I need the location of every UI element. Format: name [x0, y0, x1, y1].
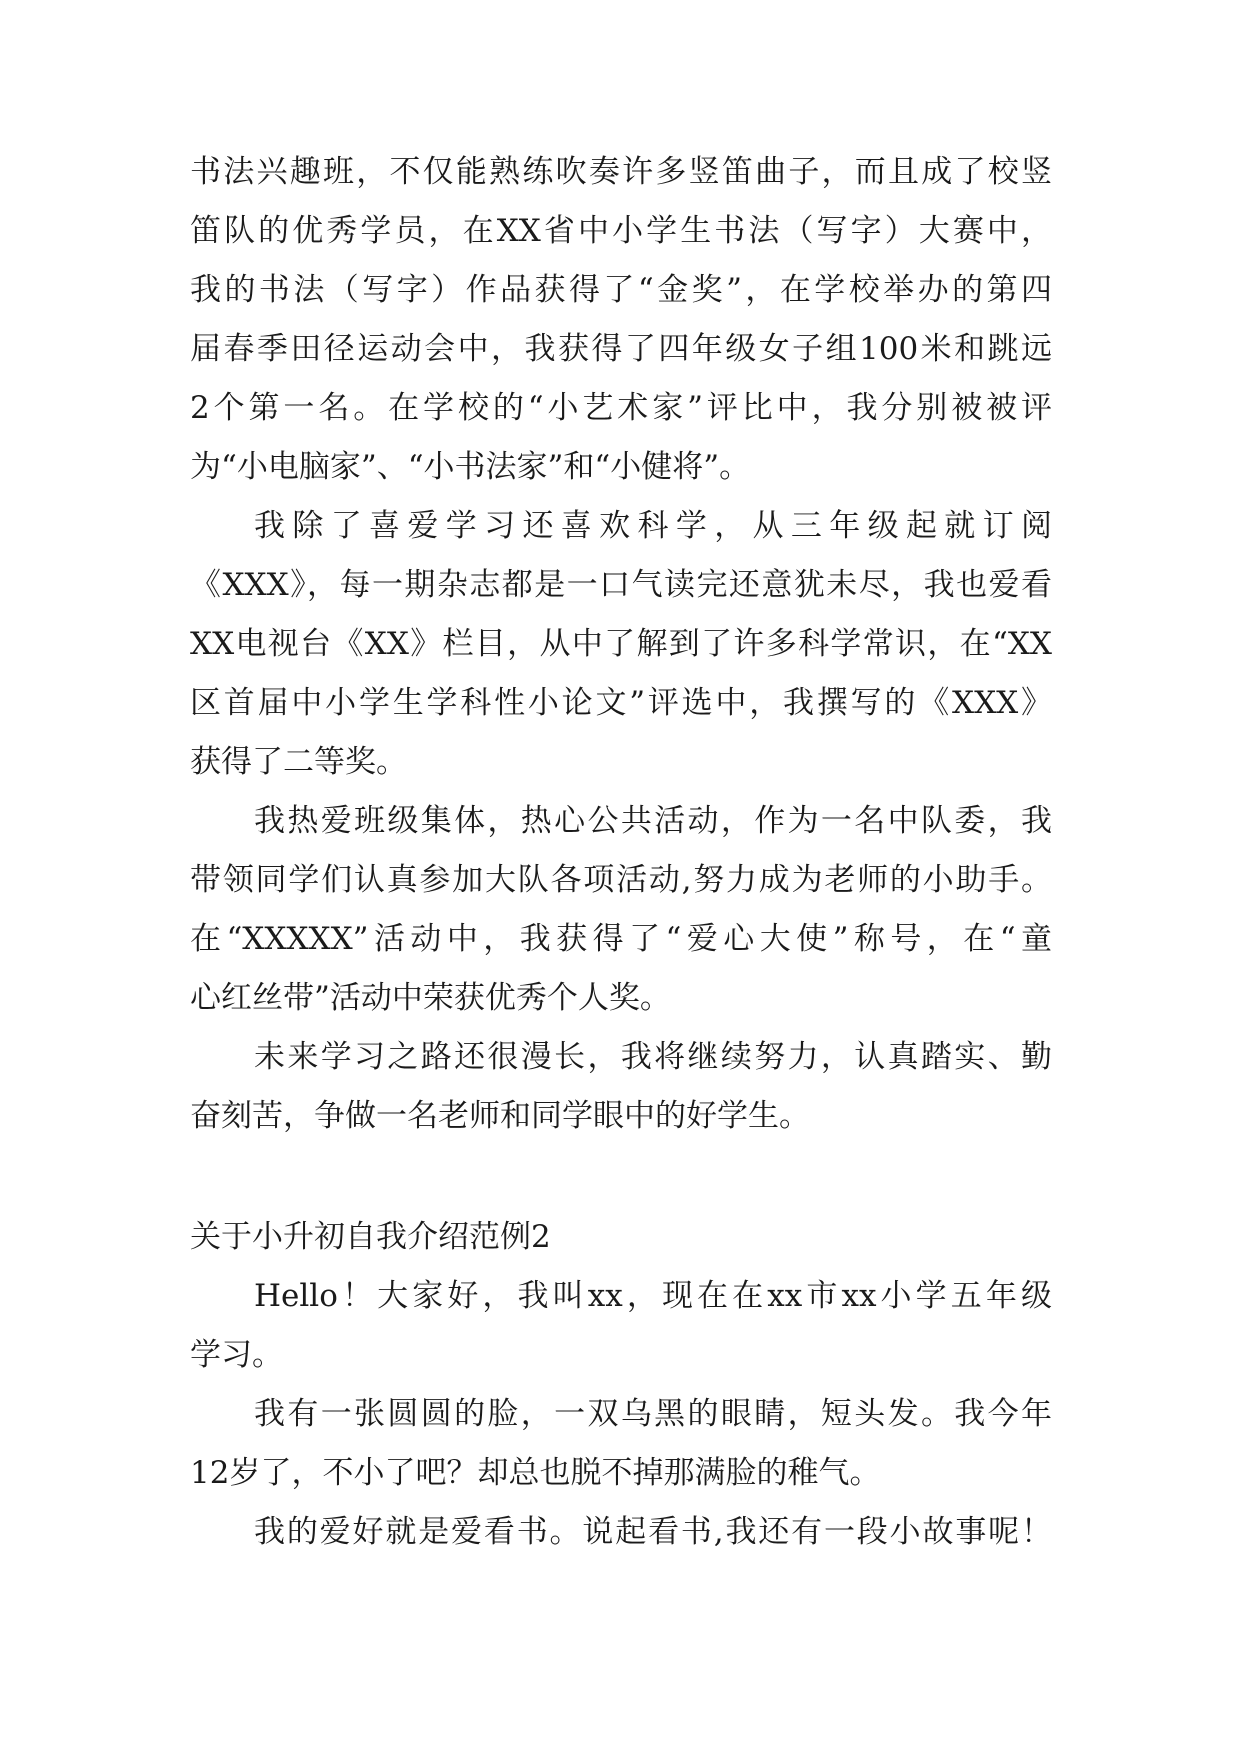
paragraph: [190, 1267, 1052, 1385]
text-line: 书法兴趣班，不仅能熟练吹奏许多竖笛曲子，而且成了校竖: [190, 154, 1052, 190]
text-line: 心红丝带”活动中荣获优秀个人奖。: [190, 980, 671, 1016]
paragraph: [190, 792, 1052, 1028]
paragraph: [190, 143, 1052, 497]
text-line: 《XXX》，每一期杂志都是一口气读完还意犹未尽，我也爱看: [190, 567, 1052, 603]
text-line: 我有一张圆圆的脸，一双乌黑的眼睛，短头发。我今年: [254, 1396, 1052, 1432]
text-line: 12岁了，不小了吧？却总也脱不掉那满脸的稚气。: [190, 1455, 881, 1491]
text-line: 我的书法（写字）作品获得了“金奖”，在学校举办的第四: [190, 272, 1052, 308]
text-line: 2个第一名。在学校的“小艺术家”评比中，我分别被被评: [190, 390, 1052, 426]
paragraph: [190, 497, 1052, 792]
text-line: 为“小电脑家”、“小书法家”和“小健将”。: [190, 449, 751, 485]
section-spacer: [190, 1146, 1052, 1208]
text-line: 带领同学们认真参加大队各项活动,努力成为老师的小助手。: [190, 862, 1052, 898]
text-line: 届春季田径运动会中，我获得了四年级女子组100米和跳远: [190, 331, 1052, 367]
text-line: 在“XXXXX”活动中，我获得了“爱心大使”称号，在“童: [190, 921, 1052, 957]
paragraph: [190, 1028, 1052, 1146]
paragraph: [190, 1503, 1052, 1562]
section-heading: 关于小升初自我介绍范例2: [190, 1219, 551, 1255]
text-line: 学习。: [190, 1337, 283, 1373]
text-line: 未来学习之路还很漫长，我将继续努力，认真踏实、勤: [254, 1039, 1052, 1075]
text-line: 我除了喜爱学习还喜欢科学，从三年级起就订阅: [254, 508, 1052, 544]
text-line: XX电视台《XX》栏目，从中了解到了许多科学常识，在“XX: [190, 626, 1052, 662]
text-line: 我的爱好就是爱看书。说起看书,我还有一段小故事呢！: [254, 1514, 1052, 1550]
paragraph: [190, 1385, 1052, 1503]
text-line: 区首届中小学生学科性小论文”评选中，我撰写的《XXX》: [190, 685, 1052, 721]
text-line: 获得了二等奖。: [190, 744, 407, 780]
document-page: [190, 143, 1052, 1562]
text-line: 奋刻苦，争做一名老师和同学眼中的好学生。: [190, 1098, 810, 1134]
text-line: 我热爱班级集体，热心公共活动，作为一名中队委，我: [254, 803, 1052, 839]
text-line: Hello！大家好，我叫xx，现在在xx市xx小学五年级: [254, 1278, 1052, 1314]
text-line: 笛队的优秀学员，在XX省中小学生书法（写字）大赛中，: [190, 213, 1052, 249]
